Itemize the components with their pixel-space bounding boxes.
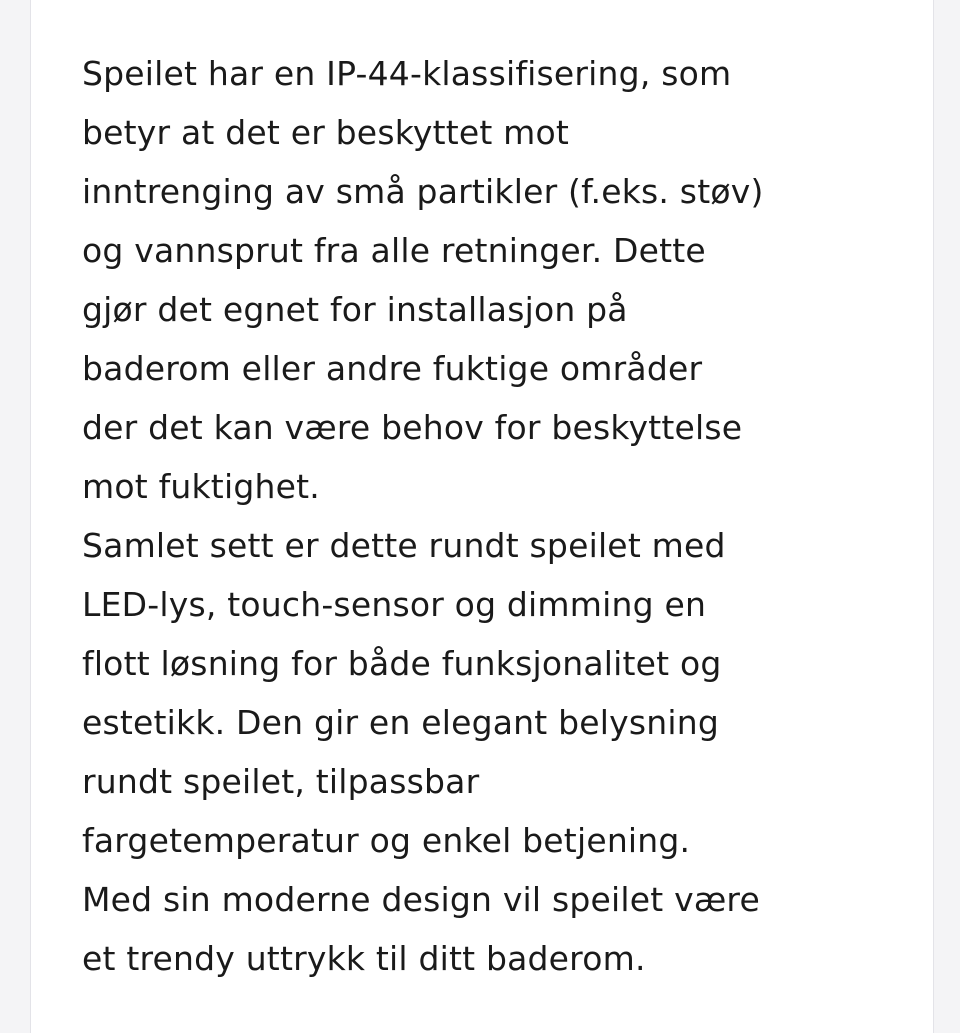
description-line: og vannsprut fra alle retninger. Dette bbox=[82, 231, 706, 270]
description-line: gjør det egnet for installasjon på bbox=[82, 290, 628, 329]
description-line: baderom eller andre fuktige områder bbox=[82, 349, 703, 388]
description-line: inntrenging av små partikler (f.eks. støv) bbox=[82, 172, 764, 211]
description-line: der det kan være behov for beskyttelse bbox=[82, 408, 743, 447]
description-line: mot fuktighet. bbox=[82, 467, 320, 506]
description-line: LED-lys, touch-sensor og dimming en bbox=[82, 585, 707, 624]
description-line: flott løsning for både funksjonalitet og bbox=[82, 644, 722, 683]
description-line: et trendy uttrykk til ditt baderom. bbox=[82, 939, 646, 978]
product-description bbox=[82, 44, 912, 988]
description-line: fargetemperatur og enkel betjening. bbox=[82, 821, 691, 860]
description-line: betyr at det er beskyttet mot bbox=[82, 113, 570, 152]
description-card bbox=[30, 0, 934, 1033]
description-line: estetikk. Den gir en elegant belysning bbox=[82, 703, 720, 742]
description-line: rundt speilet, tilpassbar bbox=[82, 762, 480, 801]
description-line: Samlet sett er dette rundt speilet med bbox=[82, 526, 726, 565]
description-line: Med sin moderne design vil speilet være bbox=[82, 880, 760, 919]
description-line: Speilet har en IP-44-klassifisering, som bbox=[82, 54, 732, 93]
